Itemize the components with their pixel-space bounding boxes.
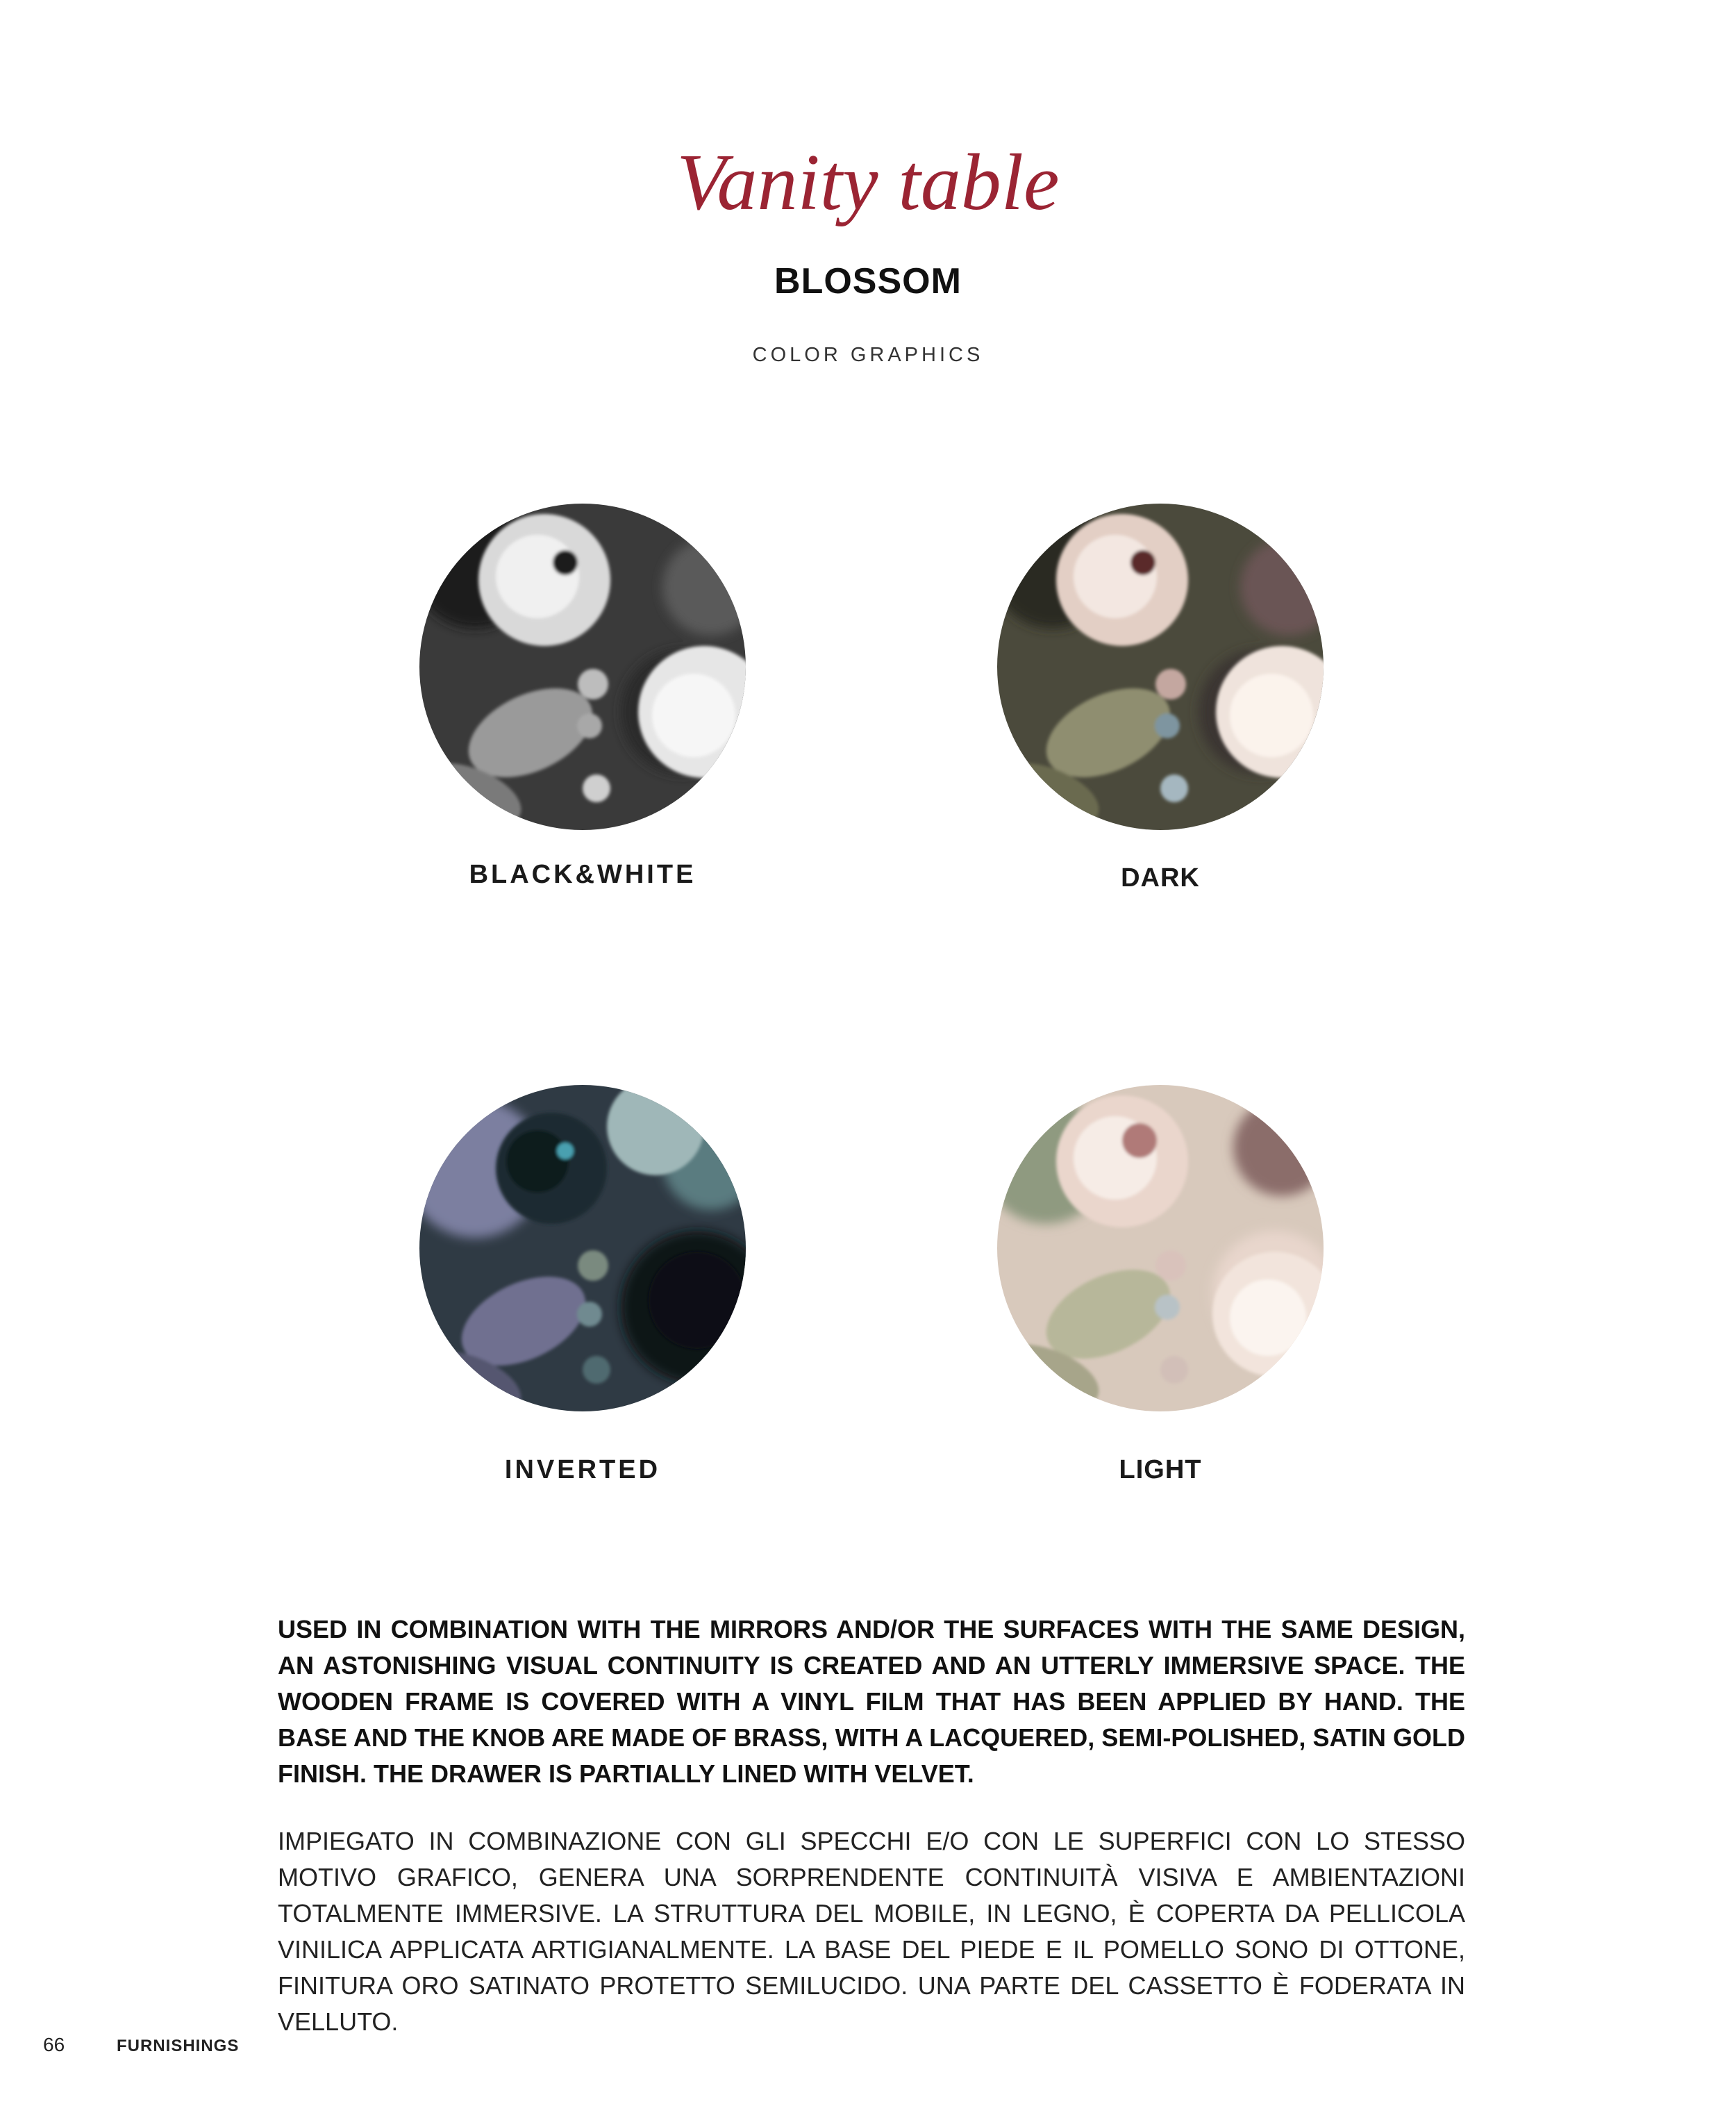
- swatch-label: LIGHT: [1119, 1455, 1202, 1484]
- swatch-image-black-white: [419, 504, 746, 830]
- section-label: COLOR GRAPHICS: [752, 344, 984, 366]
- swatch-image-light: [997, 1085, 1324, 1411]
- swatch-image-dark: [997, 504, 1324, 830]
- flower-pattern-dark: [997, 504, 1324, 830]
- footer-section-label: FURNISHINGS: [117, 2037, 240, 2055]
- page-title: Vanity table: [676, 138, 1060, 227]
- flower-pattern-inverted: [419, 1085, 746, 1411]
- flower-pattern-bw: [419, 504, 746, 830]
- page-number: 66: [43, 2034, 65, 2055]
- swatch-image-inverted: [419, 1085, 746, 1411]
- description-italian: IMPIEGATO IN COMBINAZIONE CON GLI SPECCHI E/O CON LE SUPERFICI CON LO STESSO MOTIVO GRAFICO, GENERA UNA SORPRENDENTE CONTINUITÀ VISIVA E AMBIENTAZIONI TOTALMENTE IMMERSIVE. LA STRUTTURA DEL MOBILE, IN LEGNO, È COPERTA DA PELLICOLA VINILICA APPLICATA ARTIGIANALMENTE. LA BASE DEL PIEDE E IL POMELLO SONO DI OTTONE, FINITURA ORO SATINATO PROTETTO SEMILUCIDO. UNA PARTE DEL CASSETTO È FODERATA IN VELLUTO.: [278, 1827, 1465, 2036]
- flower-pattern-light: [997, 1085, 1324, 1411]
- swatch-label: DARK: [1121, 863, 1200, 893]
- product-name: BLOSSOM: [774, 261, 962, 301]
- swatch-label: BLACK&WHITE: [469, 860, 696, 889]
- description-english: USED IN COMBINATION WITH THE MIRRORS AND/OR THE SURFACES WITH THE SAME DESIGN, AN ASTONISHING VISUAL CONTINUITY IS CREATED AND AN UTTERLY IMMERSIVE SPACE. THE WOODEN FRAME IS COVERED WITH A VINYL FILM THAT HAS BEEN APPLIED BY HAND. THE BASE AND THE KNOB ARE MADE OF BRASS, WITH A LACQUERED, SEMI-POLISHED, SATIN GOLD FINISH. THE DRAWER IS PARTIALLY LINED WITH VELVET.: [278, 1615, 1465, 1788]
- swatch-label: INVERTED: [504, 1455, 661, 1484]
